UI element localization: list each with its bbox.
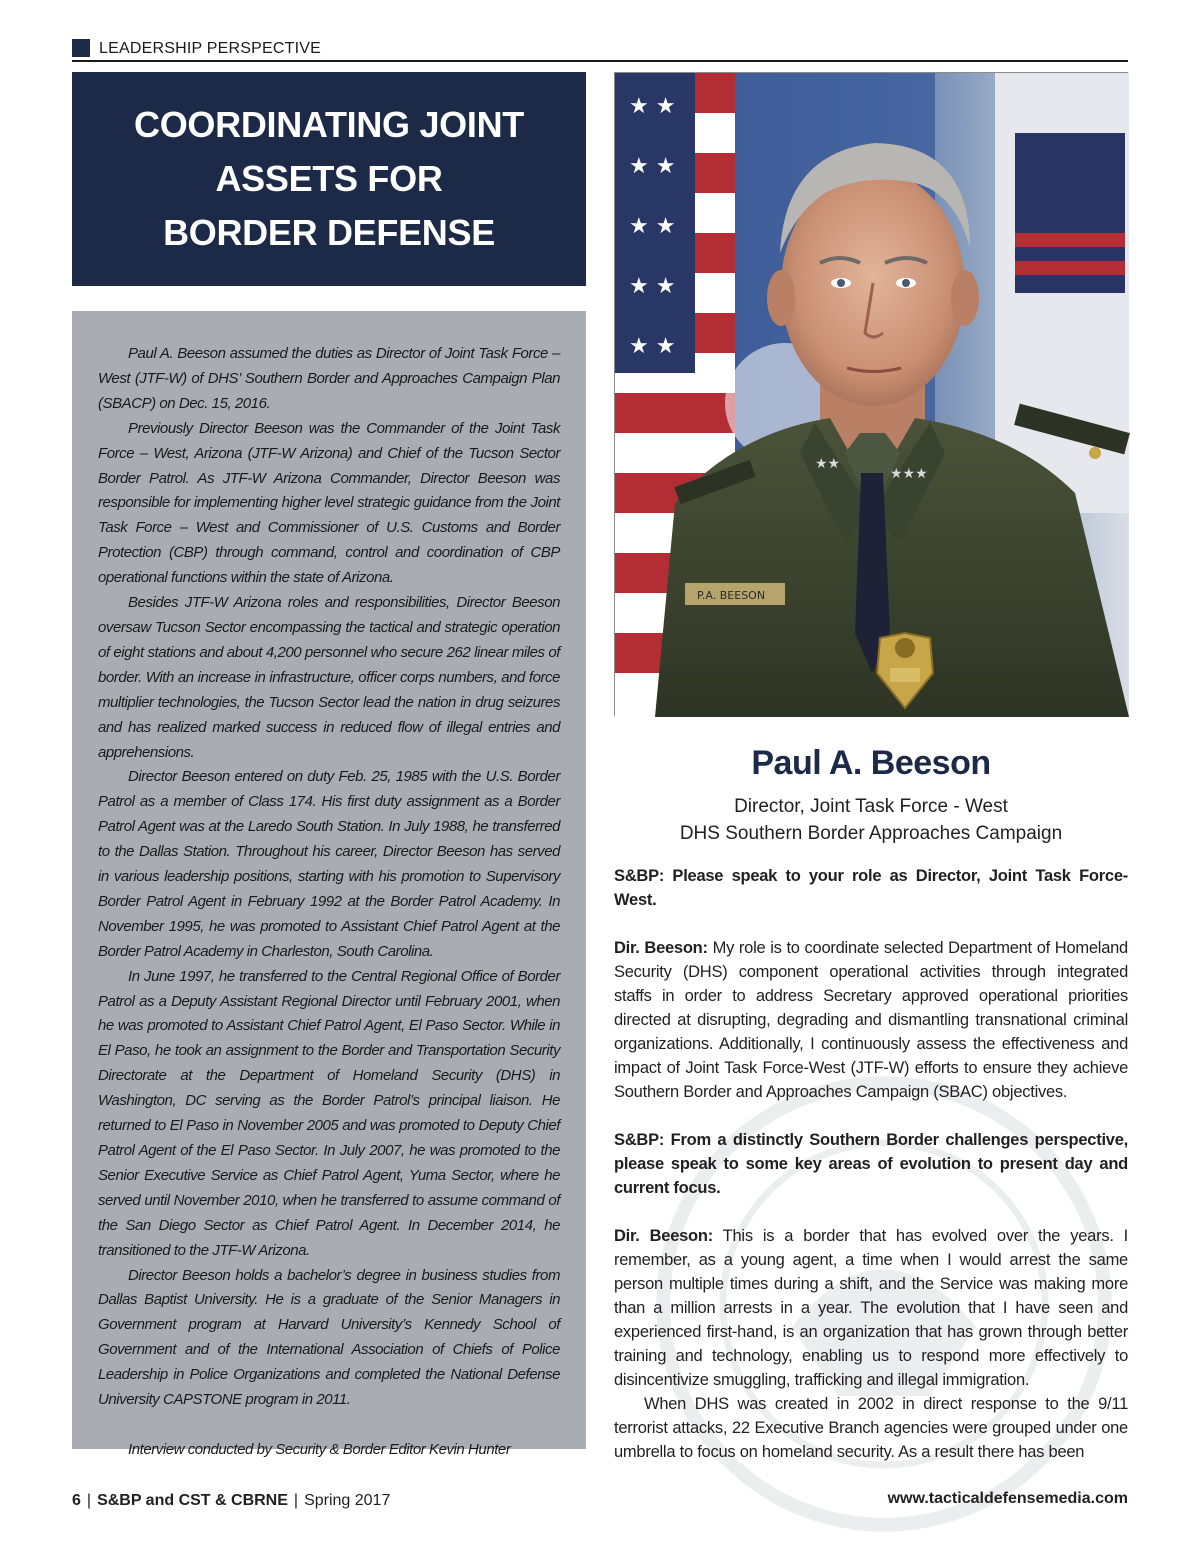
page-number: 6 — [72, 1492, 81, 1509]
bio-paragraph: In June 1997, he transferred to the Central Regional Office of Border Patrol as a Deputy Assistant Regional Director until February 2001, when he was promoted to Assistant Chief Patrol Agent, El Paso Sector. While in El Paso, he took an assignment to the Border and Transportation Security Directorate at the Department of Homeland Security (DHS) in Washington, DC serving as the Border Patrol’s principal liaison. He returned to El Paso in November 2005 and was promoted to Deputy Chief Patrol Agent of the El Paso Sector. In July 2007, he was promoted to the Senior Executive Service as Chief Patrol Agent, Yuma Sector, where he served until November 2010, when he transferred to assume command of the San Diego Sector as Chief Patrol Agent. In December 2014, he transitioned to the JTF-W Arizona. — [98, 967, 560, 1259]
section-marker-square — [72, 39, 90, 57]
portrait-photo — [614, 72, 1128, 716]
biography-box — [72, 311, 586, 1458]
svg-text:★ ★: ★ ★ — [629, 214, 676, 239]
bio-paragraph: Director Beeson holds a bachelor’s degree in business studies from Dallas Baptist University. He is a graduate of the Senior Managers in Government program at Harvard University’s Kennedy School of Government and of the International Association of Chiefs of Police Leadership in Police Organizations and completed the National Defense University CAPSTONE program in 2011. — [98, 1266, 560, 1409]
interview-credit: Interview conducted by Security & Border Editor Kevin Hunter — [128, 1440, 511, 1458]
answer-1 — [614, 936, 1128, 1104]
bio-paragraph: Paul A. Beeson assumed the duties as Director of Joint Task Force – West (JTF-W) of DHS’ Southern Border and Approaches Campaign Plan (SBACP) on Dec. 15, 2016. — [98, 345, 560, 412]
bio-paragraph: Previously Director Beeson was the Commander of the Joint Task Force – West, Arizona (JTF-W Arizona) and Chief of the Tucson Sector Border Patrol. As JTF-W Arizona Commander, Director Beeson was responsible for implementing higher level strategic guidance from the Joint Task Force – West and Commissioner of U.S. Customs and Border Protection (CBP) through command, control and coordination of CBP operational functions within the state of Arizona. — [98, 419, 560, 587]
publication-name: S&BP and CST & CBRNE — [97, 1492, 288, 1509]
page-footer-left: 6 | S&BP and CST & CBRNE | Spring 2017 — [72, 1492, 391, 1509]
article-title — [109, 98, 549, 260]
interviewee-title-line-2: DHS Southern Border Approaches Campaign — [679, 823, 1063, 844]
svg-text:★★★: ★★★ — [890, 466, 928, 482]
svg-text:★ ★: ★ ★ — [629, 94, 676, 119]
section-label: LEADERSHIP PERSPECTIVE — [99, 40, 321, 57]
interviewee-title-line-1: Director, Joint Task Force - West — [734, 796, 1008, 817]
svg-text:★ ★: ★ ★ — [629, 334, 676, 359]
answer-1-text: My role is to coordinate selected Department of Homeland Security (DHS) component operational activities through integrated staffs in order to address Secretary approved operational priorities directed at disrupting, degrading and dismantling transnational criminal organizations. Additionally, I continuously assess the effectiveness and impact of Joint Task Force-West (JTF-W) efforts to ensure they achieve Southern Border and Approaches Campaign (SBAC) objectives. — [614, 939, 1128, 1101]
article-title-box — [72, 72, 586, 286]
answer-1-speaker: Dir. Beeson: — [614, 939, 708, 957]
bio-paragraph: Director Beeson entered on duty Feb. 25, 1985 with the U.S. Border Patrol as a member of Class 174. His first duty assignment as a Border Patrol Agent was at the Laredo South Station. In July 1988, he transferred to the Dallas Station. Throughout his career, Director Beeson has served in various leadership positions, starting with his promotion to Supervisory Border Patrol Agent in February 1992 at the Border Patrol Academy. In November 1995, he was promoted to Assistant Chief Patrol Agent at the Border Patrol Academy in Charleston, South Carolina. — [98, 768, 560, 960]
question-2: S&BP: From a distinctly Southern Border challenges perspective, please speak to some key areas of evolution to present day and current focus. — [614, 1131, 1128, 1197]
interviewee-name: Paul A. Beeson — [751, 744, 991, 782]
svg-text:★★: ★★ — [815, 456, 841, 472]
name-tag-text: P.A. BEESON — [697, 589, 766, 602]
title-line-1: COORDINATING JOINT — [134, 104, 524, 145]
question-1: S&BP: Please speak to your role as Director, Joint Task Force-West. — [614, 867, 1128, 909]
svg-text:★ ★: ★ ★ — [629, 274, 676, 299]
answer-2-continued: When DHS was created in 2002 in direct response to the 9/11 terrorist attacks, 22 Executive Branch agencies were grouped under one umbrella to focus on homeland security. As a result there has been — [614, 1395, 1128, 1461]
title-line-3: BORDER DEFENSE — [163, 212, 495, 253]
title-line-2: ASSETS FOR — [215, 158, 443, 199]
answer-2-speaker: Dir. Beeson: — [614, 1227, 713, 1245]
interview-column — [614, 864, 1128, 1461]
website-link[interactable]: www.tacticaldefensemedia.com — [887, 1490, 1128, 1507]
section-header — [72, 38, 1128, 62]
svg-text:★ ★: ★ ★ — [629, 154, 676, 179]
issue-label: Spring 2017 — [304, 1492, 391, 1509]
bio-paragraph: Besides JTF-W Arizona roles and responsibilities, Director Beeson oversaw Tucson Sector encompassing the tactical and strategic operation of eight stations and about 4,200 personnel who secure 262 linear miles of border. With an increase in infrastructure, officer corps numbers, and force multiplier technologies, the Tucson Sector lead the nation in drug seizures and has realized marked success in reduced flow of illegal entries and apprehensions. — [98, 594, 560, 761]
answer-2 — [614, 1224, 1128, 1392]
answer-2-text: This is a border that has evolved over the years. I remember, as a young agent, a time when I would arrest the same person multiple times during a shift, and the Service was making more than a million arrests in a year. The evolution that I have seen and experienced first-hand, is an organization that has grown through better training and technology, enabling us to respond more effectively to disincentivize smuggling, trafficking and illegal immigration. — [614, 1227, 1128, 1389]
